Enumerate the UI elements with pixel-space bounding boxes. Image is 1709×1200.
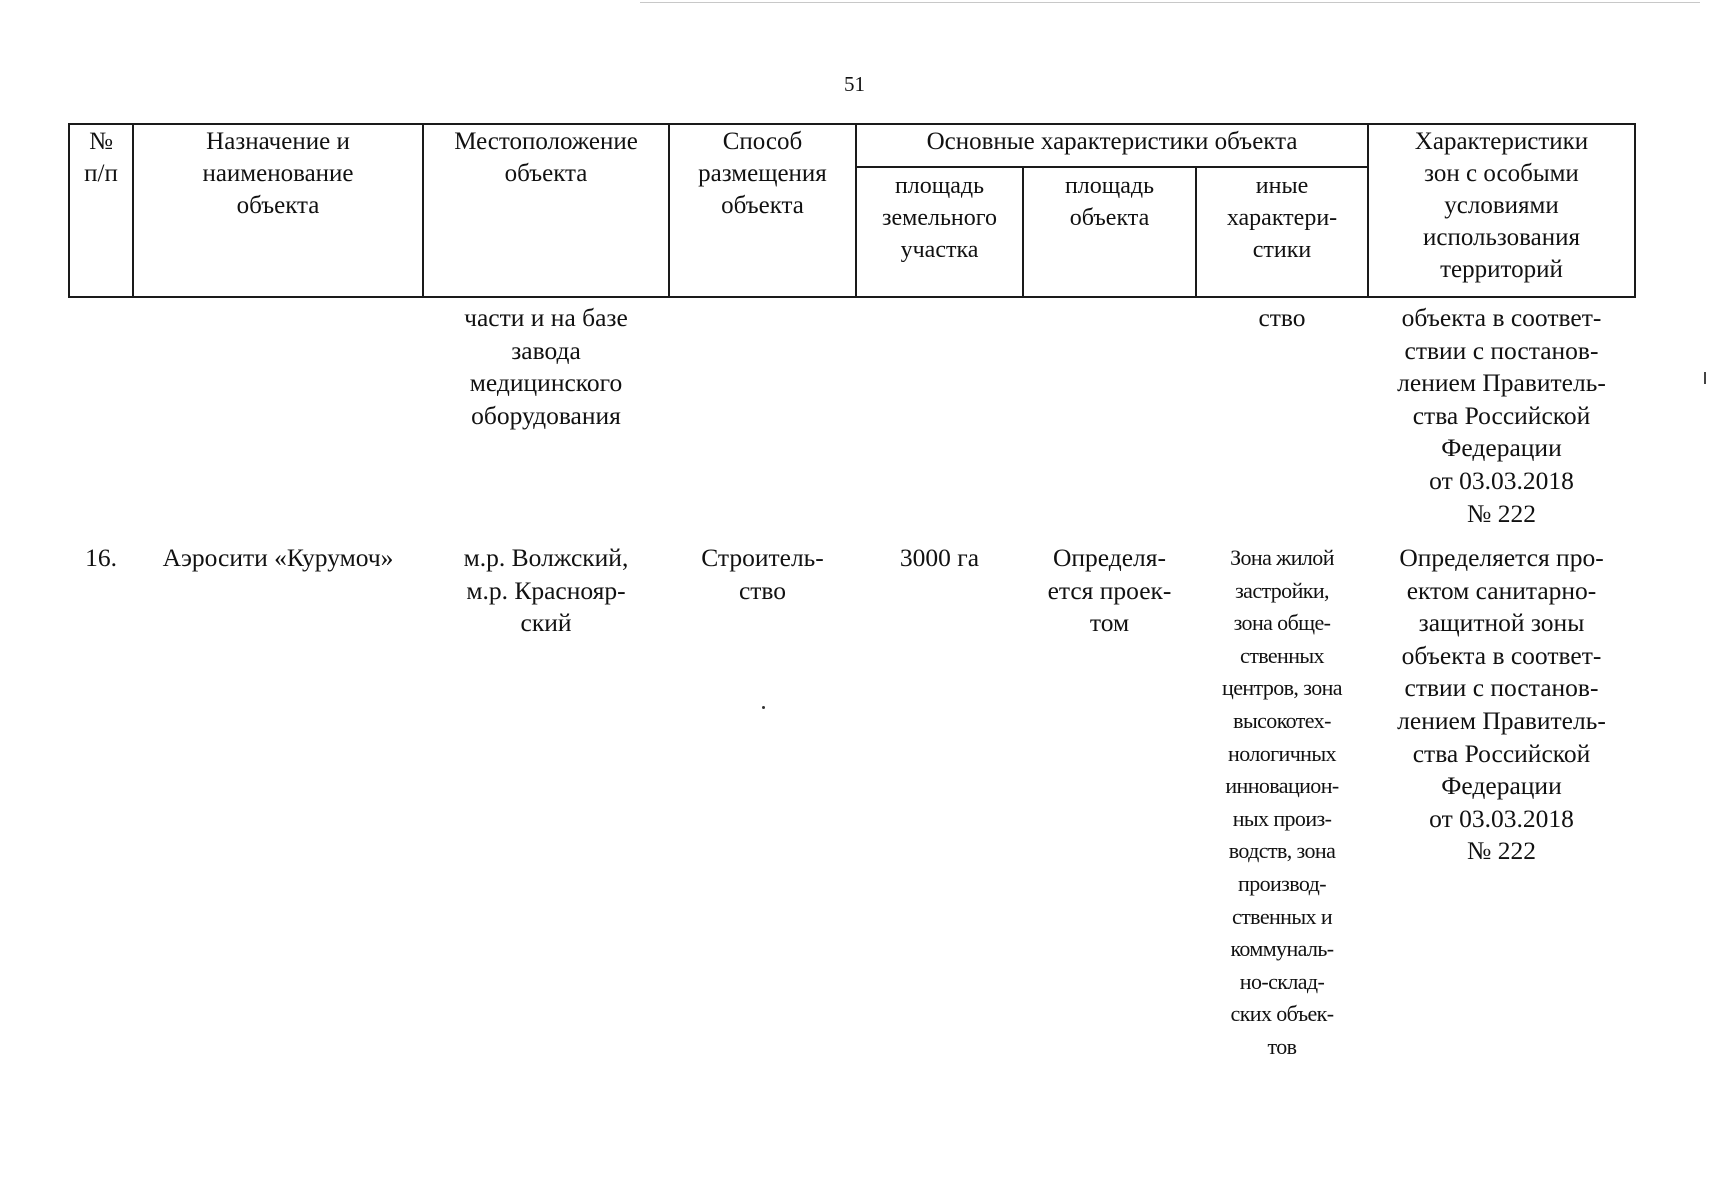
header-name: Назначение и наименование объекта: [202, 128, 354, 219]
subheader-divider: [856, 166, 1369, 168]
header-land-area: площадь земельного участка: [882, 173, 997, 263]
continuation-zones: объекта в соответ- ствии с постанов- лением Правитель- ства Российской Федерации от 03.03.2018 № 222: [1397, 303, 1606, 528]
header-num: № п/п: [84, 128, 118, 187]
header-other: иные характери- стики: [1226, 173, 1338, 263]
header-location: Местоположение объекта: [454, 128, 638, 187]
row-number: 16.: [85, 543, 117, 572]
continuation-location: части и на базе завода медицинского оборудования: [464, 303, 628, 430]
continuation-other: ство: [1258, 303, 1306, 332]
scan-speck: [762, 706, 765, 709]
row-other-characteristics: Зона жилой застройки, зона обще- ственных центров, зона высокотех- нологичных инновацион- ных произ- водств, зона производ- ственных и коммуналь- но-склад- ских объек- тов: [1222, 545, 1342, 1059]
row-object-name: Аэросити «Курумоч»: [162, 543, 394, 572]
page-number: 51: [844, 72, 865, 96]
header-method: Способ размещения объекта: [698, 128, 827, 219]
row-method: Строитель- ство: [701, 543, 824, 605]
row-location: м.р. Волжский, м.р. Краснояр- ский: [463, 543, 629, 638]
header-main-characteristics: Основные характеристики объекта: [926, 128, 1298, 155]
header-bottom-border: [68, 296, 1636, 298]
scan-margin-mark: [1704, 372, 1706, 384]
col-border: [1634, 123, 1636, 298]
row-land-area: 3000 га: [899, 543, 980, 572]
header-top-border: [68, 123, 1636, 125]
header-zones: Характеристики зон с особыми условиями использования территорий: [1414, 128, 1589, 283]
header-object-area: площадь объекта: [1064, 173, 1155, 231]
row-object-area: Определя- ется проек- том: [1047, 543, 1172, 638]
scan-top-edge: [640, 2, 1700, 3]
row-zones: Определяется про- ектом санитарно- защитной зоны объекта в соответ- ствии с постанов- лением Правитель- ства Российской Федерации от 03.03.2018 № 222: [1397, 543, 1606, 866]
